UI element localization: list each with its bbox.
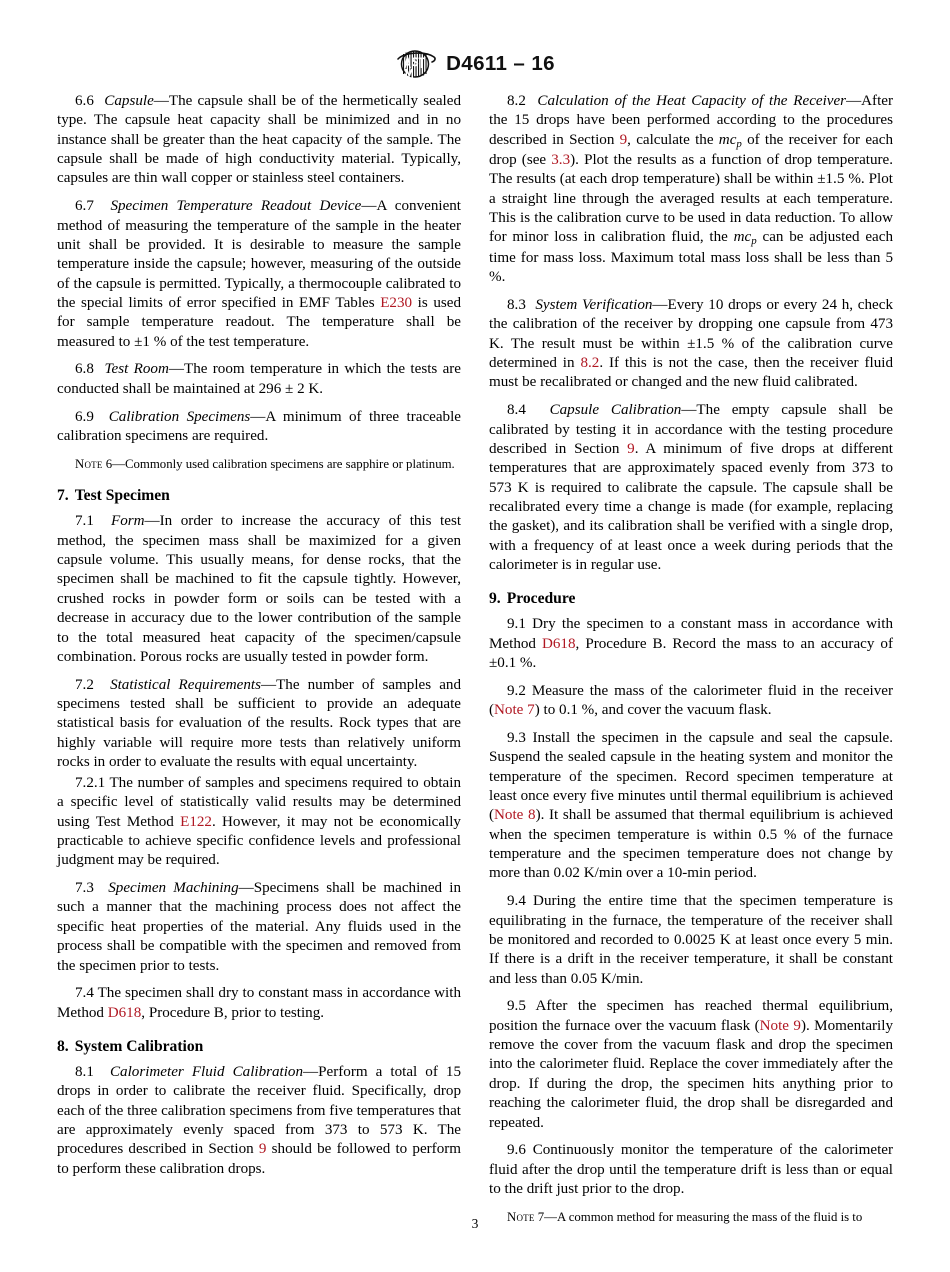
variable-base: mc bbox=[733, 229, 752, 246]
para-title: Specimen Temperature Readout Device bbox=[110, 198, 362, 215]
para-body-cont2: of the receiver for each drop (see bbox=[489, 131, 893, 169]
para-body: Install the specimen in the capsule and seal the capsule. Suspend the sealed capsule in the heating system and monitor the temperature of the specimen. Record specimen temperature at least once every five minutes until thermal equilibrium is achieved ( bbox=[489, 729, 893, 824]
reference-link-note-9[interactable]: Note 9 bbox=[759, 1017, 801, 1034]
para-body: The specimen shall dry to constant mass in accordance with Method bbox=[57, 985, 461, 1021]
paragraph-6-8 bbox=[57, 360, 461, 399]
para-number: 7.1 bbox=[75, 513, 94, 530]
para-title: Statistical Requirements bbox=[110, 676, 261, 693]
note-body: —A common method for measuring the mass of the fluid is to bbox=[544, 1210, 863, 1225]
para-body: —A convenient method of measuring the temperature of the sample in the heater unit shall be provided. It is desirable to measure the sample temperature inside the capsule; however, measuring of the outside of the capsule is permitted. Typically, a thermocouple calibrated to the special limits of error specified in EMF Tables bbox=[57, 198, 462, 311]
para-title: System Verification bbox=[535, 296, 653, 313]
para-number: 8.3 bbox=[507, 296, 526, 313]
paragraph-9-1 bbox=[489, 615, 893, 673]
paragraph-7-2 bbox=[57, 676, 461, 773]
para-title: Calibration Specimens bbox=[108, 408, 251, 425]
section-heading-8 bbox=[57, 1037, 461, 1056]
para-body: —The number of samples and specimens tested shall be sufficient to provide an adequate statistical basis for evaluation of the results. Rock types that are highly variable will require more tests than relatively uniform rocks in order to evaluate the results with equal uncertainty. bbox=[57, 676, 461, 771]
para-number: 9.1 bbox=[507, 616, 526, 633]
note-6 bbox=[57, 456, 461, 472]
para-body-cont: should be followed to perform to perform these calibration drops. bbox=[57, 1141, 462, 1177]
paragraph-6-6 bbox=[57, 92, 461, 189]
section-title: Test Specimen bbox=[74, 487, 170, 505]
para-number: 7.3 bbox=[75, 880, 94, 897]
para-body: The number of samples and specimens required to obtain a specific level of statistically valid results may be determined using Test Method bbox=[57, 774, 461, 830]
paragraph-7-3 bbox=[57, 879, 461, 976]
paragraph-8-4 bbox=[489, 401, 893, 575]
para-number: 8.2 bbox=[507, 93, 526, 109]
note-number: 6 bbox=[105, 457, 113, 472]
para-number: 9.6 bbox=[507, 1142, 526, 1159]
para-number: 6.9 bbox=[75, 408, 94, 425]
section-title: Procedure bbox=[506, 590, 576, 608]
note-number: 7 bbox=[537, 1210, 545, 1225]
para-body: Dry the specimen to a constant mass in accordance with Method bbox=[489, 616, 893, 652]
para-number: 7.4 bbox=[75, 985, 94, 1002]
para-number: 8.1 bbox=[75, 1064, 94, 1081]
astm-logo-icon bbox=[395, 49, 437, 79]
para-body: —The room temperature in which the tests are conducted shall be maintained at 296 ± 2 K. bbox=[57, 361, 462, 397]
para-number: 9.2 bbox=[507, 682, 526, 699]
para-title: Test Room bbox=[104, 361, 169, 378]
para-title: Calculation of the Heat Capacity of the Receiver bbox=[537, 93, 847, 109]
para-body-cont: . A minimum of five drops at different temperatures that are approximately spaced evenly from 373 to 573 K is required to calibrate the capsule. The capsule shall be recalibrated every time a change is made (for example, replacing the gasket), and its calibration shall be verified with a single drop, with a frequency of at least once a week during periods that the calorimeter is in regular use. bbox=[489, 440, 893, 573]
para-body: —After the 15 drops have been performed according to the procedures described in Section bbox=[489, 93, 894, 148]
page-header bbox=[0, 44, 950, 84]
section-number: 9. bbox=[489, 590, 501, 608]
variable-mcp-2 bbox=[733, 229, 757, 248]
reference-link-note-7[interactable]: Note 7 bbox=[494, 702, 535, 719]
note-body: —Commonly used calibration specimens are sapphire or platinum. bbox=[112, 457, 455, 472]
para-body-cont: ). It shall be assumed that thermal equilibrium is achieved when the specimen temperature is within 0.5 % of the furnace temperature and the specimen temperature does not change by more than 0.02 K/min over a 10-min period. bbox=[489, 807, 893, 882]
reference-link-section-9[interactable]: 9 bbox=[627, 440, 635, 457]
paragraph-6-9 bbox=[57, 408, 461, 447]
paragraph-8-2 bbox=[489, 92, 893, 287]
section-heading-9 bbox=[489, 589, 893, 608]
left-column bbox=[57, 92, 461, 1207]
note-label: Note bbox=[75, 457, 103, 472]
reference-link-note-8[interactable]: Note 8 bbox=[494, 807, 536, 824]
reference-link-e122[interactable]: E122 bbox=[180, 813, 212, 830]
para-body-cont: , Procedure B, prior to testing. bbox=[141, 1004, 325, 1021]
paragraph-8-3 bbox=[489, 296, 893, 393]
section-title: System Calibration bbox=[74, 1038, 204, 1056]
para-number: 6.8 bbox=[75, 361, 94, 378]
right-column bbox=[489, 92, 894, 1225]
reference-link-3-3[interactable]: 3.3 bbox=[551, 152, 571, 169]
para-body: —The empty capsule shall be calibrated by testing it in accordance with the testing procedure described in Section bbox=[489, 402, 893, 457]
para-title: Form bbox=[110, 513, 145, 530]
paragraph-7-1 bbox=[57, 512, 461, 667]
reference-link-section-9[interactable]: 9 bbox=[258, 1141, 267, 1158]
paragraph-9-4 bbox=[489, 892, 893, 989]
section-heading-7 bbox=[57, 486, 461, 505]
paragraph-9-6 bbox=[489, 1141, 893, 1199]
reference-link-e230[interactable]: E230 bbox=[380, 294, 413, 311]
paragraph-9-2 bbox=[489, 682, 893, 721]
para-title: Capsule Calibration bbox=[549, 402, 682, 419]
page-number: 3 bbox=[471, 1216, 479, 1231]
variable-mcp bbox=[719, 132, 742, 148]
paragraph-9-5 bbox=[489, 997, 893, 1132]
para-number: 8.4 bbox=[507, 402, 526, 419]
para-number: 6.6 bbox=[75, 93, 94, 109]
two-column-body bbox=[57, 92, 894, 1225]
para-number: 7.2 bbox=[75, 676, 94, 693]
para-title: Capsule bbox=[104, 93, 154, 109]
para-number: 7.2.1 bbox=[75, 774, 106, 791]
para-body-cont3: ). Plot the results as a function of drop temperature. The results (at each drop temperature) shall be within ±1.5 %. Plot a straight line through the averaged results at each temperature. This is the calibration curve to be used in data reduction. To allow for minor loss in calibration fluid, the bbox=[489, 152, 894, 246]
paragraph-8-1 bbox=[57, 1063, 461, 1179]
para-body-cont4: can be adjusted each time for mass loss. Maximum total mass loss shall be less than 5 %. bbox=[489, 229, 893, 286]
document-designation: D4611 – 16 bbox=[446, 52, 555, 75]
reference-link-8-2[interactable]: 8.2 bbox=[580, 354, 600, 371]
para-body: —Perform a total of 15 drops in order to calibrate the receiver fluid. Specifically, drop each of the three calibration specimens from five temperatures that are approximately evenly spaced from 373 to 573 K. The procedures described in Section bbox=[57, 1064, 461, 1158]
reference-link-d618[interactable]: D618 bbox=[107, 1004, 142, 1021]
para-body-cont: is used for sample temperature readout. The temperature shall be measured to ±1 % of the test temperature. bbox=[57, 294, 461, 350]
para-body: During the entire time that the specimen temperature is equilibrating in the furnace, the temperature of the receiver shall be monitored and recorded to 0.0025 K at least once every 5 min. If there is a drift in the receiver temperature, it shall be constant and less than 0.05 K/min. bbox=[489, 893, 893, 987]
para-number: 9.5 bbox=[507, 998, 526, 1015]
para-body-cont: . If this is not the case, then the receiver fluid must be recalibrated or changed and the new fluid calibrated. bbox=[489, 354, 893, 391]
reference-link-d618[interactable]: D618 bbox=[541, 635, 576, 652]
para-body: —Specimens shall be machined in such a manner that the machining process does not affect the specific heat properties of the material. Any fluids used in the process shall be compatible with the specimen and removed from the specimen prior to tests. bbox=[57, 880, 462, 974]
variable-base: mc bbox=[718, 131, 737, 148]
para-body: —A minimum of three traceable calibration specimens are required. bbox=[57, 408, 461, 444]
section-number: 7. bbox=[57, 487, 69, 505]
section-number: 8. bbox=[57, 1038, 69, 1056]
reference-link-section-9[interactable]: 9 bbox=[619, 131, 628, 148]
para-body-cont: ) to 0.1 %, and cover the vacuum flask. bbox=[534, 702, 772, 719]
para-body: Measure the mass of the calorimeter fluid in the receiver ( bbox=[489, 682, 893, 719]
para-body: —In order to increase the accuracy of this test method, the specimen mass shall be maximized for a given capsule volume. This usually means, for dense rocks, that the specimen shall be machined to fit the capsule tightly. However, crushed rocks in powder form or soils can be tested with a decrease in accuracy due to the lower contribution of the sample to the total measured heat capacity of the specimen/capsule combination. Porous rocks are usually tested in powder form. bbox=[57, 513, 462, 665]
para-body-cont: , Procedure B. Record the mass to an accuracy of ±0.1 %. bbox=[489, 635, 893, 671]
paragraph-9-3 bbox=[489, 729, 893, 884]
paragraph-6-7 bbox=[57, 197, 461, 352]
para-number: 6.7 bbox=[75, 198, 94, 215]
paragraph-7-2-1 bbox=[57, 774, 461, 871]
variable-subscript: p bbox=[736, 137, 742, 150]
para-body-cont: . However, it may not be economically practicable to achieve specific confidence levels and professional judgment may be required. bbox=[57, 813, 461, 869]
para-body-cont: ). Momentarily remove the cover from the vacuum flask and drop the specimen into the calorimeter fluid. Replace the cover immediately after the drop. If during the drop, the specimen hits anything prior to reaching the calorimeter fluid, the drop shall be disregarded and repeated. bbox=[489, 1017, 893, 1131]
para-number: 9.3 bbox=[507, 729, 526, 746]
para-title: Specimen Machining bbox=[108, 880, 239, 897]
para-number: 9.4 bbox=[507, 893, 526, 910]
variable-subscript: p bbox=[751, 235, 757, 248]
para-body: After the specimen has reached thermal equilibrium, position the furnace over the vacuum flask ( bbox=[489, 998, 893, 1034]
para-body: Continuously monitor the temperature of the calorimeter fluid after the drop until the temperature drift is less than or equal to the drift just prior to the drop. bbox=[489, 1142, 893, 1198]
para-body: —The capsule shall be of the hermetically sealed type. The capsule heat capacity shall be minimized and in no instance shall be greater than the heat capacity of the sample. The capsule shall be made of high conductivity material. Typically, capsules are thin wall copper or stainless steel containers. bbox=[57, 93, 461, 187]
paragraph-7-4 bbox=[57, 984, 461, 1023]
para-title: Calorimeter Fluid Calibration bbox=[109, 1064, 304, 1081]
para-body-cont: , calculate the bbox=[627, 131, 719, 148]
para-body: —Every 10 drops or every 24 h, check the calibration of the receiver by dropping one capsule from 473 K. The result must be within ±1.5 % of the calibration curve determined in bbox=[489, 296, 893, 371]
note-label: Note bbox=[507, 1210, 535, 1225]
